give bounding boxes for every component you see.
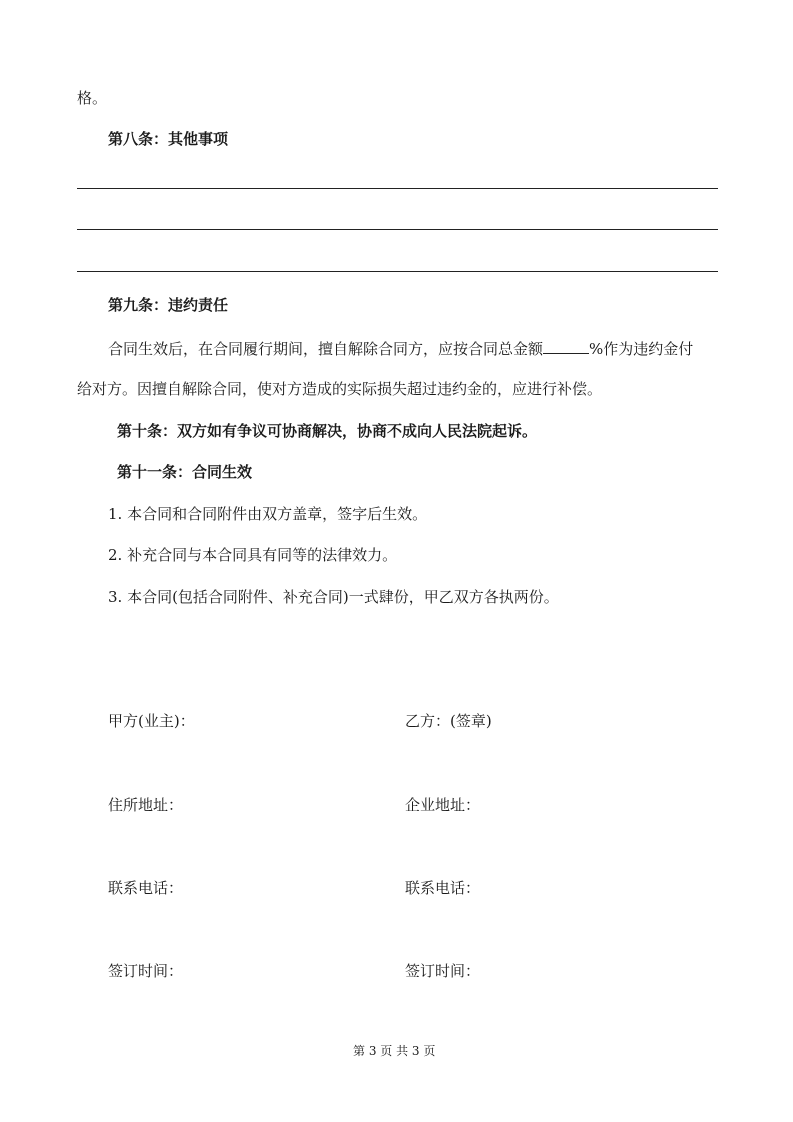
- article-9-line-1-after: %作为违约金付: [589, 340, 694, 358]
- party-a-label: 甲方(业主)：: [108, 712, 195, 730]
- article-10-heading: 第十条：双方如有争议可协商解决，协商不成向人民法院起诉。: [117, 422, 538, 440]
- carryover-text: 格。: [77, 89, 108, 107]
- article-9-line-1: [108, 338, 693, 359]
- party-b-date-label: 签订时间：: [405, 962, 481, 980]
- residence-address-label: 住所地址：: [108, 796, 184, 814]
- company-address-label: 企业地址：: [405, 796, 481, 814]
- article-9-heading: 第九条：违约责任: [108, 296, 229, 314]
- page-footer: 第 3 页 共 3 页: [353, 1044, 436, 1058]
- blank-line-3: [77, 271, 718, 272]
- article-11-item-2: 2. 补充合同与本合同具有同等的法律效力。: [108, 546, 398, 564]
- party-a-date-label: 签订时间：: [108, 962, 184, 980]
- article-9-line-2: 给对方。因擅自解除合同，使对方造成的实际损失超过违约金的，应进行补偿。: [77, 380, 603, 398]
- party-a-phone-label: 联系电话：: [108, 879, 184, 897]
- percentage-blank: [543, 338, 589, 354]
- party-b-label: 乙方：(签章): [405, 712, 492, 730]
- article-11-item-1: 1. 本合同和合同附件由双方盖章，签字后生效。: [108, 505, 428, 523]
- blank-line-2: [77, 229, 718, 230]
- article-8-heading: 第八条：其他事项: [108, 130, 229, 148]
- article-11-item-3: 3. 本合同(包括合同附件、补充合同)一式肆份，甲乙双方各执两份。: [108, 588, 559, 606]
- article-9-line-1-before: 合同生效后，在合同履行期间，擅自解除合同方，应按合同总金额: [108, 340, 544, 358]
- blank-line-1: [77, 188, 718, 189]
- party-b-phone-label: 联系电话：: [405, 879, 481, 897]
- article-11-heading: 第十一条：合同生效: [117, 463, 253, 481]
